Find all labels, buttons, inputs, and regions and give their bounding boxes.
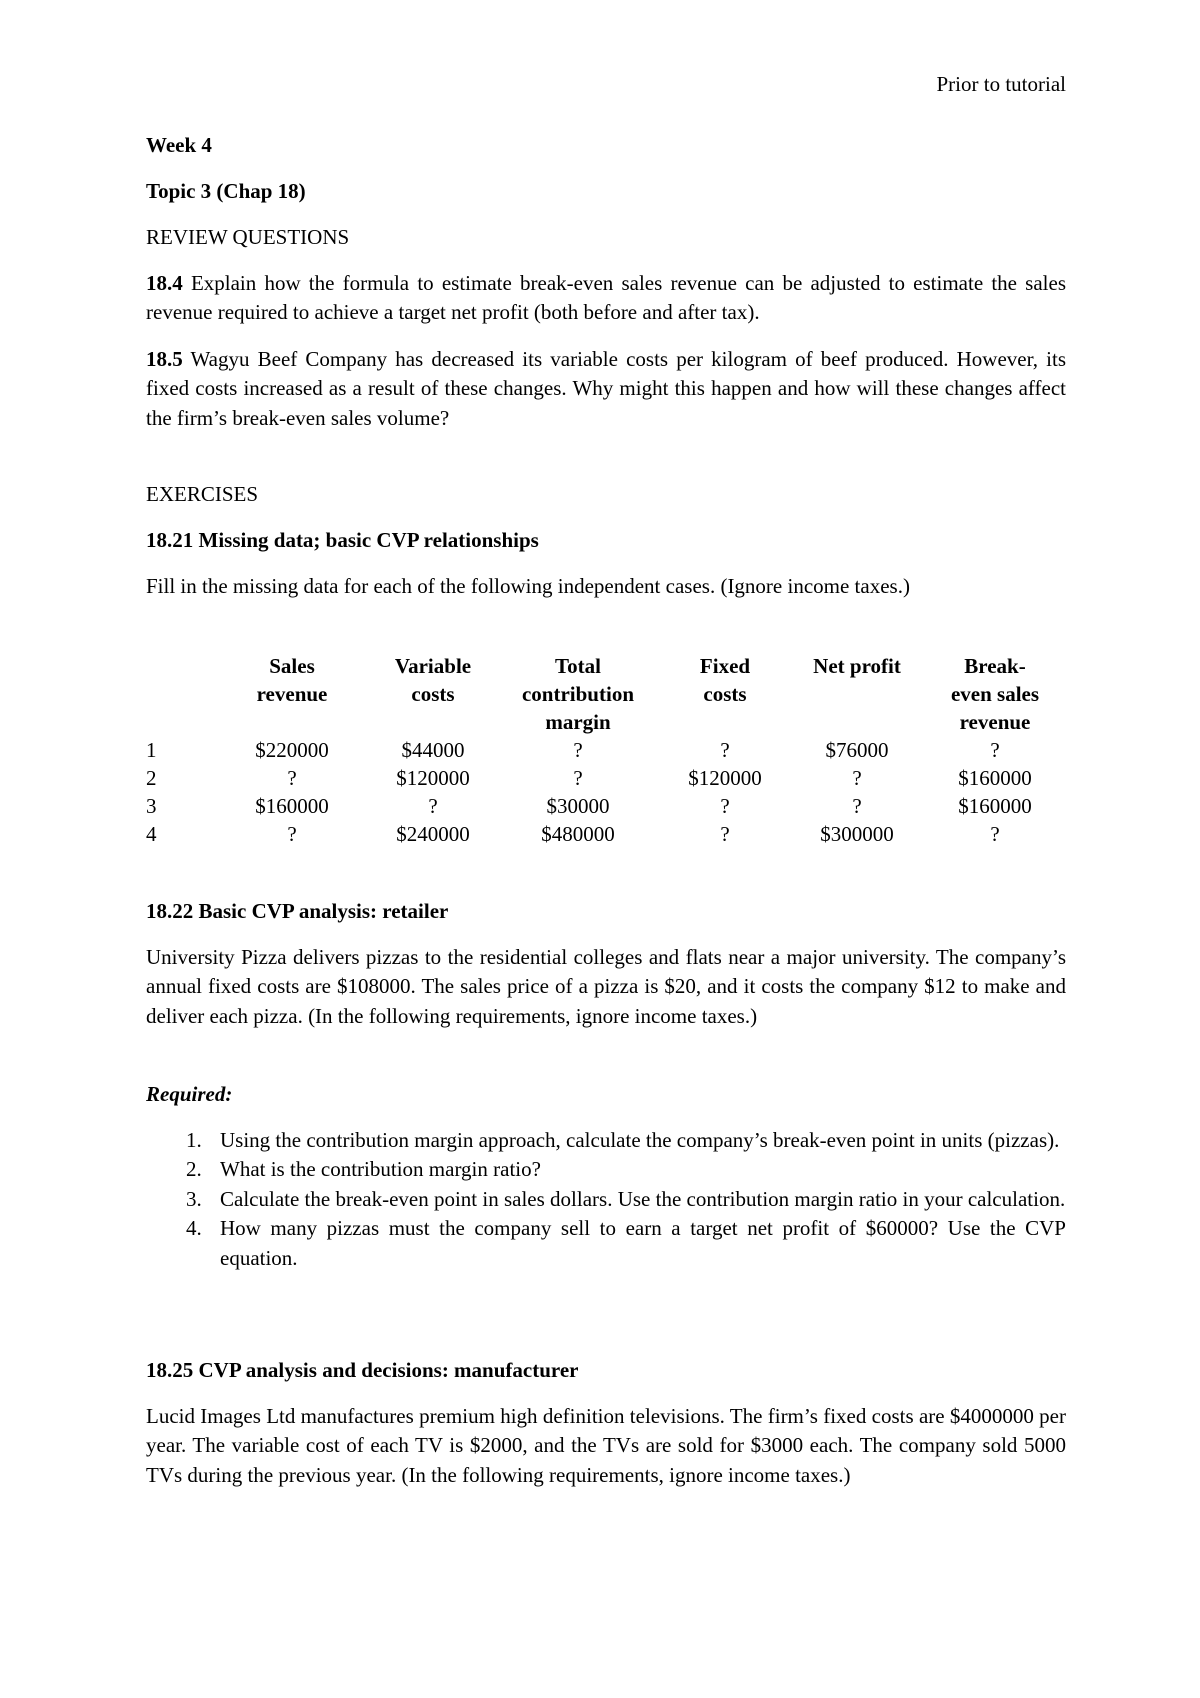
list-item: 1. Using the contribution margin approach, calculate the company’s break-even point in units (pizzas).	[186, 1128, 1060, 1152]
table-cell: ?	[573, 766, 583, 790]
table-row	[146, 792, 1066, 820]
table-cell: $160000	[255, 794, 329, 818]
table-cell: $120000	[396, 766, 470, 790]
table-cell: $44000	[401, 738, 465, 762]
column-header-case	[146, 652, 214, 736]
column-header-sales-revenue: Sales revenue	[256, 654, 328, 706]
table-cell: ?	[852, 794, 862, 818]
table-cell: $480000	[541, 822, 615, 846]
table-cell: $220000	[255, 738, 329, 762]
table-cell: ?	[852, 766, 862, 790]
table-cell: 3	[146, 794, 157, 818]
review-questions-heading: REVIEW QUESTIONS	[146, 225, 350, 249]
table-cell: $30000	[546, 794, 610, 818]
exercise-18-22-title: 18.22 Basic CVP analysis: retailer	[146, 899, 449, 923]
requirements-list	[146, 1126, 1066, 1273]
cvp-missing-data-table	[146, 652, 1066, 848]
table-cell: ?	[287, 822, 297, 846]
exercise-18-25-title: 18.25 CVP analysis and decisions: manufacturer	[146, 1358, 579, 1382]
table-row	[146, 736, 1066, 764]
table-cell: $240000	[396, 822, 470, 846]
week-heading: Week 4	[146, 133, 212, 157]
column-header-break-even-sales-revenue: Break- even sales revenue	[950, 654, 1040, 734]
list-item: 4. How many pizzas must the company sell to earn a target net profit of $60000? Use the CVP equation.	[186, 1216, 1066, 1270]
table-cell: $300000	[820, 822, 894, 846]
exercise-18-25-body: Lucid Images Ltd manufactures premium high definition televisions. The firm’s fixed costs are $4000000 per year. The variable cost of each TV is $2000, and the TVs are sold for $3000 each. The company sold 5000 TVs during the previous year. (In the following requirements, ignore income taxes.)	[146, 1404, 1066, 1487]
table-row	[146, 764, 1066, 792]
column-header-fixed-costs: Fixed costs	[699, 654, 751, 706]
exercise-18-21-intro: Fill in the missing data for each of the following independent cases. (Ignore income taxes.)	[146, 574, 910, 598]
column-header-variable-costs: Variable costs	[394, 654, 472, 706]
list-item: 2. What is the contribution margin ratio?	[186, 1157, 541, 1182]
column-header-net-profit: Net profit	[813, 654, 901, 678]
list-item: 3. Calculate the break-even point in sales dollars. Use the contribution margin ratio in your calculation.	[186, 1186, 1066, 1211]
column-header-total-contribution-margin: Total contribution margin	[521, 654, 634, 734]
table-cell: ?	[990, 738, 1000, 762]
table-cell: 4	[146, 822, 157, 846]
exercise-18-22-body: University Pizza delivers pizzas to the residential colleges and flats near a major university. The company’s annual fixed costs are $108000. The sales price of a pizza is $20, and it costs the company $12 to make and deliver each pizza. (In the following requirements, ignore income taxes.)	[146, 945, 1066, 1028]
table-row	[146, 820, 1066, 848]
table-cell: ?	[287, 766, 297, 790]
table-cell: ?	[573, 738, 583, 762]
table-cell: 2	[146, 766, 157, 790]
table-cell: ?	[720, 738, 730, 762]
table-header-row	[146, 652, 1066, 736]
page-header: Prior to tutorial	[936, 72, 1066, 96]
review-question-18-4: 18.4 Explain how the formula to estimate break-even sales revenue can be adjusted to estimate the sales revenue required to achieve a target net profit (both before and after tax).	[146, 271, 1066, 325]
required-label: Required:	[146, 1082, 233, 1106]
table-cell: ?	[990, 822, 1000, 846]
table-cell: $160000	[958, 794, 1032, 818]
table-cell: ?	[720, 794, 730, 818]
table-cell: $160000	[958, 766, 1032, 790]
table-cell: ?	[720, 822, 730, 846]
exercises-heading: EXERCISES	[146, 482, 259, 506]
table-cell: ?	[428, 794, 438, 818]
exercise-18-21-title: 18.21 Missing data; basic CVP relationships	[146, 528, 539, 552]
table-cell: $120000	[688, 766, 762, 790]
review-question-18-5: 18.5 Wagyu Beef Company has decreased its variable costs per kilogram of beef produced. However, its fixed costs increased as a result of these changes. Why might this happen and how will these changes affect the firm’s break-even sales volume?	[146, 347, 1066, 430]
table-cell: $76000	[825, 738, 889, 762]
table-cell: 1	[146, 738, 157, 762]
topic-heading: Topic 3 (Chap 18)	[146, 179, 306, 203]
